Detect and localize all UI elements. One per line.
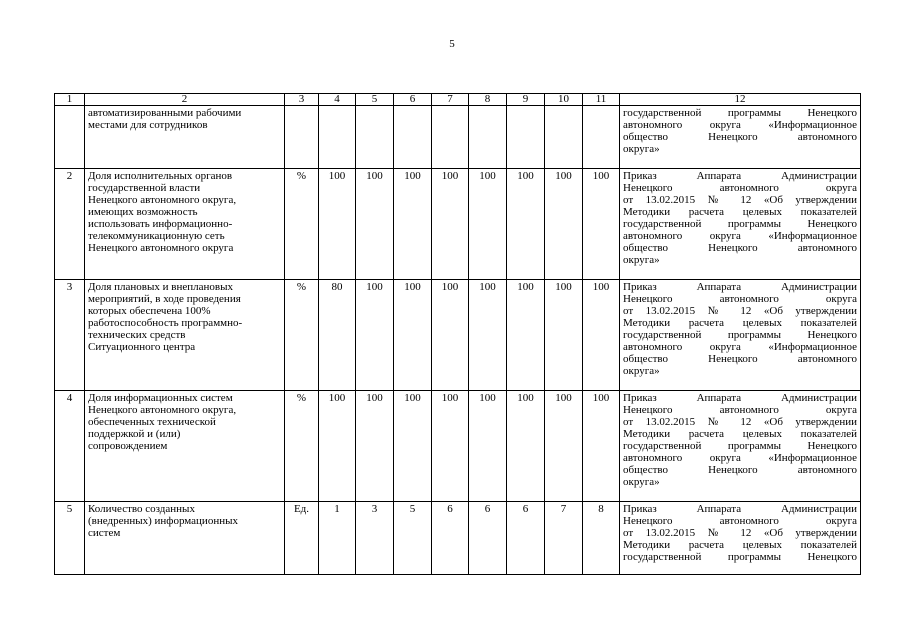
source-line: автономного округа «Информационное: [623, 341, 857, 353]
source-line: Методики расчета целевых показателей: [623, 539, 857, 551]
indicator-name-line: Ненецкого автономного округа,: [88, 194, 237, 206]
indicator-name-cell: [85, 391, 285, 502]
source-cell: [620, 106, 861, 169]
value-cell: 100: [469, 169, 507, 280]
value-cell: [507, 106, 545, 169]
value-cell: [319, 106, 356, 169]
header-cell: 1: [55, 94, 85, 106]
value-cell: 6: [507, 502, 545, 575]
indicator-name-line: автоматизированными рабочими: [88, 107, 242, 119]
header-cell: 4: [319, 94, 356, 106]
source-line: от 13.02.2015 № 12 «Об утверждении: [623, 527, 857, 539]
source-cell: [620, 169, 861, 280]
source-line: общество Ненецкого автономного: [623, 464, 857, 476]
source-line: округа»: [623, 143, 660, 155]
header-cell: 2: [85, 94, 285, 106]
indicator-name-cell: [85, 169, 285, 280]
unit-cell: Ед.: [285, 502, 319, 575]
indicator-name-line: телекоммуникационную сеть: [88, 230, 225, 242]
source-line: общество Ненецкого автономного: [623, 131, 857, 143]
value-cell: [356, 106, 394, 169]
indicator-name-line: поддержкой и (или): [88, 428, 181, 440]
source-line: автономного округа «Информационное: [623, 119, 857, 131]
indicator-name-line: обеспеченных технической: [88, 416, 216, 428]
unit-cell: %: [285, 169, 319, 280]
source-line: округа»: [623, 365, 660, 377]
row-number-cell: 3: [55, 280, 85, 391]
table-row: [55, 391, 861, 502]
value-cell: [394, 106, 432, 169]
value-cell: [583, 106, 620, 169]
value-cell: 8: [583, 502, 620, 575]
value-cell: 5: [394, 502, 432, 575]
row-number-cell: 5: [55, 502, 85, 575]
source-line: Ненецкого автономного округа: [623, 515, 857, 527]
indicator-name-line: использовать информационно-: [88, 218, 233, 230]
indicator-name-line: работоспособность программно-: [88, 317, 243, 329]
source-line: округа»: [623, 254, 660, 266]
value-cell: 100: [583, 169, 620, 280]
value-cell: 7: [545, 502, 583, 575]
value-cell: 100: [356, 391, 394, 502]
value-cell: 100: [432, 391, 469, 502]
unit-cell: [285, 106, 319, 169]
indicator-name-line: Количество созданных: [88, 503, 195, 515]
indicator-name-line: сопровождением: [88, 440, 168, 452]
source-line: государственной программы Ненецкого: [623, 218, 857, 230]
header-cell: 8: [469, 94, 507, 106]
source-line: Приказ Аппарата Администрации: [623, 170, 857, 182]
indicator-name-line: Ненецкого автономного округа: [88, 242, 234, 254]
table-row: [55, 280, 861, 391]
value-cell: 100: [583, 391, 620, 502]
source-cell: [620, 280, 861, 391]
value-cell: 100: [394, 280, 432, 391]
value-cell: 100: [356, 280, 394, 391]
indicator-name-line: мероприятий, в ходе проведения: [88, 293, 241, 305]
value-cell: 100: [394, 169, 432, 280]
indicator-name-line: (внедренных) информационных: [88, 515, 238, 527]
row-number-cell: 2: [55, 169, 85, 280]
indicator-name-line: Доля информационных систем: [88, 392, 233, 404]
indicator-name-line: которых обеспечена 100%: [88, 305, 211, 317]
value-cell: 100: [545, 391, 583, 502]
value-cell: 6: [432, 502, 469, 575]
source-line: общество Ненецкого автономного: [623, 353, 857, 365]
source-line: государственной программы Ненецкого: [623, 551, 857, 563]
source-line: Методики расчета целевых показателей: [623, 317, 857, 329]
row-number-cell: [55, 106, 85, 169]
source-line: Ненецкого автономного округа: [623, 182, 857, 194]
source-line: Методики расчета целевых показателей: [623, 206, 857, 218]
header-cell: 6: [394, 94, 432, 106]
header-cell: 3: [285, 94, 319, 106]
indicator-name-line: Доля плановых и внеплановых: [88, 281, 233, 293]
source-line: Ненецкого автономного округа: [623, 293, 857, 305]
source-line: от 13.02.2015 № 12 «Об утверждении: [623, 305, 857, 317]
indicator-name-line: систем: [88, 527, 121, 539]
indicators-table: [54, 93, 861, 575]
value-cell: 1: [319, 502, 356, 575]
source-line: общество Ненецкого автономного: [623, 242, 857, 254]
header-cell: 10: [545, 94, 583, 106]
value-cell: 100: [507, 280, 545, 391]
indicator-name-line: местами для сотрудников: [88, 119, 208, 131]
value-cell: 100: [507, 169, 545, 280]
source-line: государственной программы Ненецкого: [623, 107, 857, 119]
indicator-name-cell: [85, 280, 285, 391]
value-cell: 100: [545, 169, 583, 280]
value-cell: 100: [507, 391, 545, 502]
row-number-cell: 4: [55, 391, 85, 502]
indicator-name-line: Ситуационного центра: [88, 341, 196, 353]
page-number: 5: [449, 38, 455, 50]
value-cell: 100: [432, 280, 469, 391]
table-row: [55, 502, 861, 575]
table-row-continuation: [55, 106, 861, 169]
value-cell: 100: [356, 169, 394, 280]
unit-cell: %: [285, 280, 319, 391]
source-line: государственной программы Ненецкого: [623, 440, 857, 452]
source-line: Ненецкого автономного округа: [623, 404, 857, 416]
indicator-name-line: Ненецкого автономного округа,: [88, 404, 237, 416]
indicator-name-line: государственной власти: [88, 182, 201, 194]
source-line: автономного округа «Информационное: [623, 452, 857, 464]
indicator-name-line: технических средств: [88, 329, 186, 341]
source-cell: [620, 502, 861, 575]
value-cell: 100: [394, 391, 432, 502]
value-cell: 100: [432, 169, 469, 280]
header-cell: 5: [356, 94, 394, 106]
value-cell: [432, 106, 469, 169]
header-cell: 11: [583, 94, 620, 106]
value-cell: 100: [319, 169, 356, 280]
table-row: [55, 169, 861, 280]
value-cell: [469, 106, 507, 169]
indicator-name-line: имеющих возможность: [88, 206, 198, 218]
value-cell: 100: [469, 391, 507, 502]
source-line: от 13.02.2015 № 12 «Об утверждении: [623, 416, 857, 428]
source-line: автономного округа «Информационное: [623, 230, 857, 242]
value-cell: [545, 106, 583, 169]
unit-cell: %: [285, 391, 319, 502]
value-cell: 100: [545, 280, 583, 391]
value-cell: 6: [469, 502, 507, 575]
header-row: [55, 94, 861, 106]
header-cell: 12: [620, 94, 861, 106]
source-cell: [620, 391, 861, 502]
value-cell: 100: [469, 280, 507, 391]
header-cell: 7: [432, 94, 469, 106]
source-line: Приказ Аппарата Администрации: [623, 503, 857, 515]
value-cell: 80: [319, 280, 356, 391]
source-line: от 13.02.2015 № 12 «Об утверждении: [623, 194, 857, 206]
value-cell: 100: [583, 280, 620, 391]
value-cell: 100: [319, 391, 356, 502]
indicator-name-line: Доля исполнительных органов: [88, 170, 233, 182]
source-line: Методики расчета целевых показателей: [623, 428, 857, 440]
header-cell: 9: [507, 94, 545, 106]
source-line: Приказ Аппарата Администрации: [623, 281, 857, 293]
source-line: государственной программы Ненецкого: [623, 329, 857, 341]
source-line: Приказ Аппарата Администрации: [623, 392, 857, 404]
indicator-name-cell: [85, 502, 285, 575]
indicator-name-cell: [85, 106, 285, 169]
value-cell: 3: [356, 502, 394, 575]
source-line: округа»: [623, 476, 660, 488]
